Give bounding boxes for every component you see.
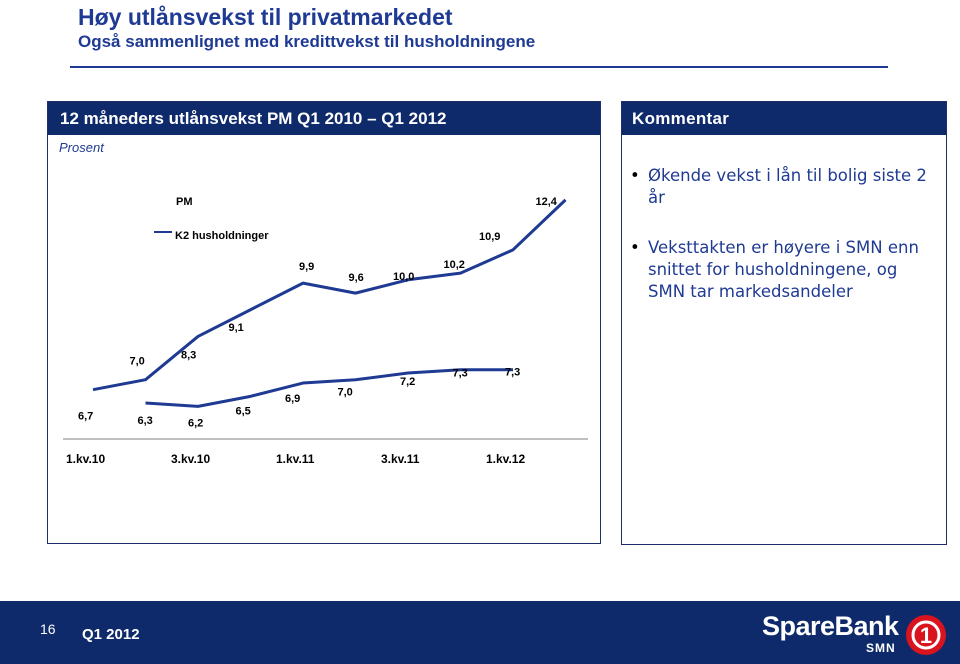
x-tick-label: 1.kv.10 bbox=[66, 452, 106, 466]
comment-bullet: • Økende vekst i lån til bolig siste 2 år bbox=[630, 165, 930, 209]
x-tick-label: 1.kv.12 bbox=[486, 452, 526, 466]
data-label: 7,0 bbox=[337, 386, 353, 399]
x-tick-label: 1.kv.11 bbox=[276, 452, 315, 466]
comment-panel-heading: Kommentar bbox=[622, 102, 946, 135]
page-number: 16 bbox=[40, 621, 56, 637]
data-label: 9,1 bbox=[228, 321, 244, 334]
data-label: 6,2 bbox=[188, 417, 204, 430]
data-label: 10,9 bbox=[479, 230, 501, 243]
page-title: Høy utlånsvekst til privatmarkedet bbox=[78, 4, 453, 30]
sparebank-logo: SpareBank bbox=[762, 611, 899, 641]
line-chart bbox=[48, 135, 600, 480]
chart-panel-heading: 12 måneders utlånsvekst PM Q1 2010 – Q1 2012 bbox=[48, 102, 600, 135]
data-label: 10,0 bbox=[393, 270, 415, 283]
footer-bar bbox=[0, 601, 960, 664]
series-line-pm bbox=[93, 200, 566, 390]
svg-text:1: 1 bbox=[919, 623, 933, 648]
sparebank-logo-sub: SMN bbox=[866, 641, 896, 655]
data-label: 8,3 bbox=[181, 349, 197, 362]
data-label: 10,2 bbox=[443, 259, 465, 272]
data-label: 7,0 bbox=[129, 355, 145, 368]
page-subtitle: Også sammenlignet med kredittvekst til husholdningene bbox=[78, 32, 536, 51]
data-label: 7,3 bbox=[505, 366, 521, 379]
sparebank-mark-icon bbox=[904, 613, 948, 657]
data-label: 12,4 bbox=[535, 195, 557, 208]
data-label: 7,2 bbox=[400, 376, 416, 389]
data-label: 6,9 bbox=[285, 393, 301, 406]
comment-list bbox=[630, 165, 930, 331]
data-label: 6,7 bbox=[78, 410, 94, 423]
data-label: 6,3 bbox=[137, 415, 153, 428]
x-tick-label: 3.kv.10 bbox=[171, 452, 211, 466]
data-label: 9,9 bbox=[299, 261, 315, 274]
series-label-pm: PM bbox=[176, 196, 193, 208]
data-label: 9,6 bbox=[348, 272, 364, 285]
data-label: 6,5 bbox=[235, 405, 251, 418]
unit-label: Prosent bbox=[59, 140, 104, 155]
comment-bullet: • Veksttakten er høyere i SMN enn snittet for husholdningene, og SMN tar markedsandeler bbox=[630, 237, 930, 303]
title-divider bbox=[70, 66, 888, 68]
x-tick-label: 3.kv.11 bbox=[381, 452, 420, 466]
series-label-k2: K2 husholdninger bbox=[175, 230, 269, 242]
footer-date: Q1 2012 bbox=[82, 626, 140, 643]
data-label: 7,3 bbox=[452, 367, 468, 380]
